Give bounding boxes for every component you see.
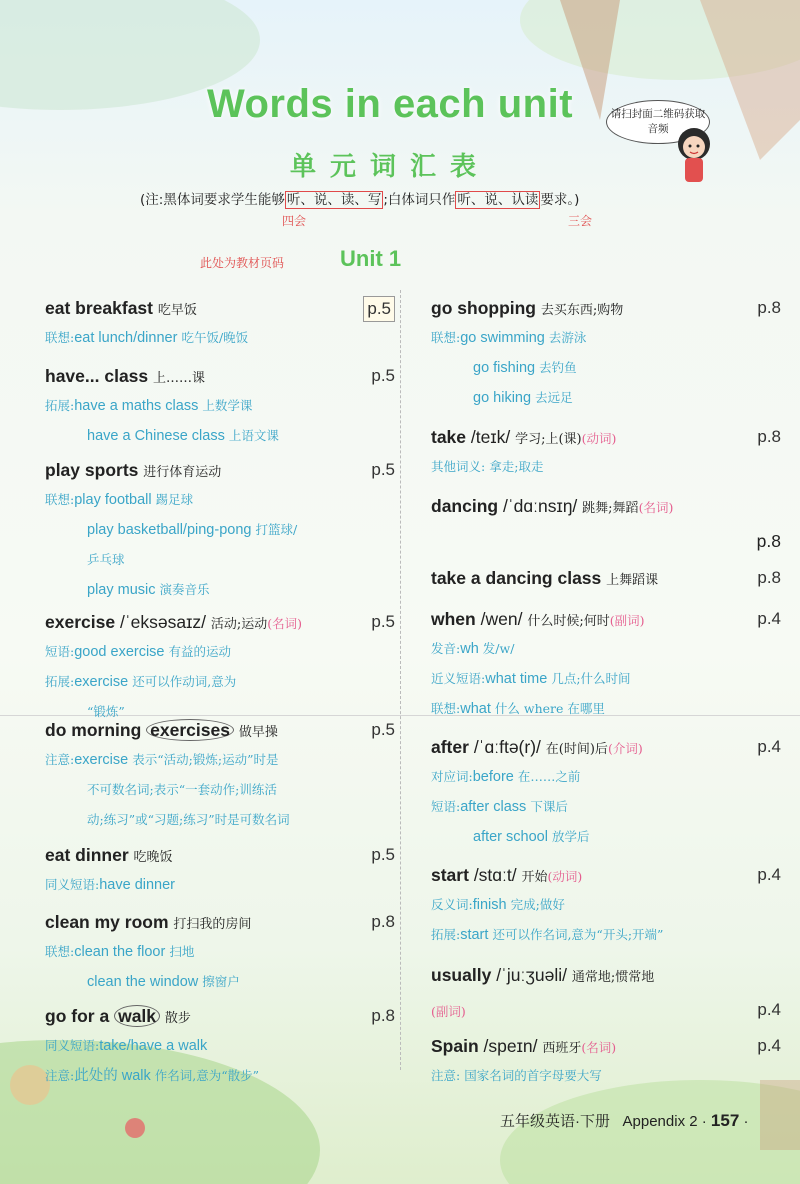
chinese-meaning: 上舞蹈课 xyxy=(606,573,659,588)
headword-text: take a dancing class xyxy=(431,568,602,588)
note-chinese: 扫地 xyxy=(169,944,195,959)
page-reference: p.5 xyxy=(371,612,395,631)
chinese-meaning: 去买东西;购物 xyxy=(540,303,624,318)
note-suffix: 要求。) xyxy=(540,192,580,208)
note-english: what time xyxy=(485,671,548,687)
chinese-meaning: 开始 xyxy=(521,870,548,885)
page-reference: p.8 xyxy=(757,568,781,587)
note-key: 注意: xyxy=(45,752,75,767)
entry-headword xyxy=(431,296,781,323)
entry-note xyxy=(431,664,741,694)
note-chinese: 还可以作动词,意为 xyxy=(132,674,237,689)
page-reference: p.8 xyxy=(371,912,395,931)
entry-note xyxy=(45,667,355,697)
left-entry xyxy=(45,610,395,727)
note-english: go swimming xyxy=(460,330,545,346)
page-reference: p.4 xyxy=(757,1036,781,1055)
entry-headword xyxy=(431,863,781,890)
entry-headword xyxy=(45,718,395,745)
page-reference: p.8 xyxy=(756,531,781,551)
entry-note xyxy=(431,1061,741,1091)
note-english: go fishing xyxy=(473,360,536,376)
note-key: 同义短语: xyxy=(45,1038,100,1053)
headword-text: usually xyxy=(431,965,492,985)
part-of-speech: (动词) xyxy=(547,869,583,884)
right-entry xyxy=(431,425,781,482)
entry-headword xyxy=(45,910,395,937)
note-chinese: 乒乓球 xyxy=(87,552,125,567)
phonetic: /teɪk/ xyxy=(470,427,511,447)
column-divider xyxy=(400,290,401,1070)
note-english: have a maths class xyxy=(74,398,199,414)
note-english: go hiking xyxy=(473,390,532,406)
note-chinese: 擦窗户 xyxy=(202,974,240,989)
page-number-note: 此处为教材页码 xyxy=(200,256,285,270)
entry-note xyxy=(45,515,355,545)
note-english: have a Chinese class xyxy=(87,428,225,444)
note-english: have dinner xyxy=(99,877,175,893)
page-reference: p.4 xyxy=(757,1000,781,1019)
entry-note xyxy=(45,937,355,967)
part-of-speech: (介词) xyxy=(607,741,643,756)
headword-text: exercise xyxy=(45,612,116,632)
entry-headword xyxy=(45,458,395,485)
note-english: take/have a walk xyxy=(99,1038,208,1054)
entry-note xyxy=(45,1031,355,1061)
note-key: 短语: xyxy=(45,644,75,659)
note-prefix: (注:黑体词要求学生能够 xyxy=(140,192,285,208)
note-chinese: 拿走;取走 xyxy=(489,459,544,474)
part-of-speech: (名词) xyxy=(581,1040,617,1055)
left-entry xyxy=(45,910,395,997)
note-english: good exercise xyxy=(74,644,165,660)
note-chinese: 下课后 xyxy=(530,799,568,814)
note-key: 近义短语: xyxy=(431,671,486,686)
right-entry xyxy=(431,735,781,852)
part-of-speech: (动词) xyxy=(581,431,617,446)
part-of-speech: (副词) xyxy=(431,1004,466,1019)
note-english: start xyxy=(460,927,489,943)
entry-headword xyxy=(45,1004,395,1031)
scan-audio-bubble: 请扫封面二维码获取音频 xyxy=(606,100,710,144)
headword-text: play sports xyxy=(45,460,139,480)
chinese-meaning: 学习;上(课) xyxy=(515,432,582,447)
note-key: 拓展: xyxy=(45,674,75,689)
headword-text: clean my room xyxy=(45,912,169,932)
right-entry xyxy=(431,566,781,593)
entry-headword xyxy=(431,425,781,452)
entry-note xyxy=(431,634,741,664)
page-subtitle: 单元词汇表 xyxy=(289,152,490,182)
note-english: exercise xyxy=(74,752,129,768)
note-key: 其他词义: xyxy=(431,459,486,474)
note-key: 联想: xyxy=(45,944,75,959)
left-entry xyxy=(45,458,395,605)
headword-text: dancing xyxy=(431,496,499,516)
right-entry xyxy=(431,607,781,724)
part-of-speech: (副词) xyxy=(609,613,645,628)
entry-headword xyxy=(45,296,391,323)
entry-note xyxy=(45,967,355,997)
chinese-meaning: 吃晚饭 xyxy=(133,850,173,865)
entry-note xyxy=(45,637,355,667)
headword-text: take xyxy=(431,427,467,447)
right-entry xyxy=(431,1034,781,1091)
entry-note xyxy=(45,545,355,575)
note-english: play basketball/ping-pong xyxy=(87,522,252,538)
note-chinese: “锻炼” xyxy=(87,704,125,719)
note-chinese: 去钓鱼 xyxy=(539,360,577,375)
entry-note xyxy=(431,762,741,792)
page-reference: p.5 xyxy=(363,296,395,322)
page-reference: p.8 xyxy=(371,1006,395,1025)
left-entry xyxy=(45,1004,395,1091)
note-bold-requirement: 听、说、读、写 xyxy=(286,192,382,208)
chinese-meaning: 西班牙 xyxy=(542,1041,582,1056)
phonetic: /wen/ xyxy=(480,609,523,629)
page-title: Words in each unit xyxy=(206,82,574,126)
note-chinese: 作名词,意为“散步” xyxy=(154,1068,260,1083)
headword-text: when xyxy=(431,609,476,629)
headword-text: eat dinner xyxy=(45,845,129,865)
entry-note xyxy=(45,1061,355,1091)
note-chinese: 吃午饭/晚饭 xyxy=(181,330,249,345)
note-english: clean the window xyxy=(87,974,199,990)
left-entry xyxy=(45,296,391,353)
pos-row xyxy=(431,998,781,1024)
page-reference: p.4 xyxy=(757,865,781,884)
entry-headword xyxy=(431,735,781,762)
note-light-requirement: 听、说、认读 xyxy=(457,192,539,208)
entry-note xyxy=(45,775,355,805)
note-english: 此处的 walk xyxy=(74,1068,151,1084)
note-chinese: 去远足 xyxy=(535,390,573,405)
left-entry xyxy=(45,718,395,835)
headword-text: go shopping xyxy=(431,298,536,318)
entry-note xyxy=(45,870,355,900)
left-entry xyxy=(45,843,395,900)
note-english: play music xyxy=(87,582,156,598)
note-chinese: 上语文课 xyxy=(228,428,279,443)
headword-text: do morning exercises xyxy=(45,719,234,741)
headword-text: eat breakfast xyxy=(45,298,153,318)
note-key: 联想: xyxy=(431,701,461,716)
entry-note xyxy=(45,575,355,605)
entry-headword xyxy=(45,610,395,637)
note-chinese: 在……之前 xyxy=(517,769,581,784)
page-reference: p.5 xyxy=(371,720,395,739)
note-english: after class xyxy=(460,799,527,815)
footer-page-number: 157 xyxy=(710,1111,740,1130)
entry-note xyxy=(431,822,741,852)
note-chinese: 还可以作名词,意为“开头;开端” xyxy=(492,927,664,942)
circled-word: exercises xyxy=(146,719,234,741)
right-entry xyxy=(431,494,781,553)
note-chinese: 国家名词的首字母要大写 xyxy=(464,1068,602,1083)
note-chinese: 上数学课 xyxy=(202,398,253,413)
entry-note xyxy=(431,383,741,413)
instruction-note xyxy=(140,188,579,208)
note-key: 联想: xyxy=(45,492,75,507)
entry-headword xyxy=(431,1034,781,1061)
headword-text: go for a walk xyxy=(45,1005,160,1027)
entry-note xyxy=(431,353,741,383)
note-chinese: 打篮球/ xyxy=(255,522,298,537)
note-key: 拓展: xyxy=(45,398,75,413)
note-key: 注意: xyxy=(45,1068,75,1083)
phonetic: /stɑːt/ xyxy=(473,865,517,885)
note-mid: ;白体词只作 xyxy=(383,192,456,208)
page-reference: p.8 xyxy=(757,298,781,317)
note-chinese: 什么 where 在哪里 xyxy=(494,701,605,716)
footer-appendix: Appendix 2 xyxy=(622,1113,698,1130)
note-key: 注意: xyxy=(431,1068,461,1083)
note-english: wh xyxy=(460,641,479,657)
circled-word: walk xyxy=(114,1005,160,1027)
chinese-meaning: 打扫我的房间 xyxy=(173,917,252,932)
entry-note xyxy=(45,745,355,775)
unit-heading: Unit 1 xyxy=(340,246,402,271)
note-english: eat lunch/dinner xyxy=(74,330,178,346)
footer-book: 五年级英语·下册 xyxy=(500,1113,610,1130)
label-three-skills: 三会 xyxy=(568,214,593,228)
entry-headword xyxy=(431,494,741,521)
entry-note xyxy=(431,792,741,822)
note-chinese: 踢足球 xyxy=(155,492,194,507)
note-key: 对应词: xyxy=(431,769,473,784)
note-chinese: 演奏音乐 xyxy=(159,582,210,597)
note-chinese: 有益的运动 xyxy=(168,644,232,659)
entry-note xyxy=(431,323,741,353)
chinese-meaning: 通常地;惯常地 xyxy=(571,970,655,985)
part-of-speech: (名词) xyxy=(638,500,674,515)
entry-headword xyxy=(45,364,395,391)
entry-note xyxy=(45,323,355,353)
note-chinese: 表示“活动;锻炼;运动”时是 xyxy=(132,752,279,767)
note-chinese: 发/w/ xyxy=(482,641,515,656)
label-four-skills: 四会 xyxy=(282,214,307,228)
entry-headword xyxy=(45,843,395,870)
note-key: 联想: xyxy=(431,330,461,345)
entry-note xyxy=(45,485,355,515)
phonetic: /speɪn/ xyxy=(483,1036,538,1056)
right-entry xyxy=(431,963,781,1024)
chinese-meaning: 活动;运动 xyxy=(210,617,268,632)
entry-headword xyxy=(431,566,781,593)
entry-note xyxy=(431,920,741,950)
headword-text: after xyxy=(431,737,469,757)
entry-note xyxy=(45,805,355,835)
headword-text: have... class xyxy=(45,366,149,386)
chinese-meaning: 吃早饭 xyxy=(157,303,197,318)
entry-headword xyxy=(431,963,741,990)
right-entry xyxy=(431,296,781,413)
note-english: after school xyxy=(473,829,548,845)
phonetic: /ˈɑːftə(r)/ xyxy=(473,737,541,757)
note-chinese: 几点;什么时间 xyxy=(551,671,631,686)
note-english: what xyxy=(460,701,491,717)
note-chinese: 去游泳 xyxy=(548,330,587,345)
page-reference: p.5 xyxy=(371,845,395,864)
note-english: exercise xyxy=(74,674,129,690)
chinese-meaning: 什么时候;何时 xyxy=(527,614,610,629)
phonetic: /ˈjuːʒuəli/ xyxy=(496,965,567,985)
page-footer: 五年级英语·下册 Appendix 2 · 157 · xyxy=(500,1111,749,1130)
entry-note xyxy=(45,421,355,451)
chinese-meaning: 散步 xyxy=(164,1011,191,1026)
entry-note xyxy=(431,694,741,724)
entry-note xyxy=(45,391,355,421)
note-key: 短语: xyxy=(431,799,461,814)
chinese-meaning: 跳舞;舞蹈 xyxy=(582,501,639,516)
note-key: 反义词: xyxy=(431,897,473,912)
right-entry xyxy=(431,863,781,950)
phonetic: /ˈeksəsaɪz/ xyxy=(119,612,206,632)
page-reference: p.8 xyxy=(757,427,781,446)
page-row xyxy=(431,529,781,553)
note-key: 联想: xyxy=(45,330,75,345)
girl-mascot-icon xyxy=(670,118,718,188)
entry-note xyxy=(431,452,741,482)
page-reference: p.4 xyxy=(757,737,781,756)
entry-note xyxy=(431,890,741,920)
headword-text: Spain xyxy=(431,1036,479,1056)
note-english: clean the floor xyxy=(74,944,166,960)
entry-headword xyxy=(431,607,781,634)
note-english: play football xyxy=(74,492,152,508)
chinese-meaning: 上……课 xyxy=(153,371,206,386)
note-chinese: 动;练习”或“习题;练习”时是可数名词 xyxy=(87,812,290,827)
page-reference: p.5 xyxy=(371,460,395,479)
note-english: before xyxy=(472,769,514,785)
page-reference: p.4 xyxy=(757,609,781,628)
left-entry xyxy=(45,364,395,451)
page-reference: p.5 xyxy=(371,366,395,385)
chinese-meaning: 做早操 xyxy=(238,725,278,740)
phonetic: /ˈdɑːnsɪŋ/ xyxy=(502,496,578,516)
headword-text: start xyxy=(431,865,469,885)
note-key: 同义短语: xyxy=(45,877,100,892)
chinese-meaning: 在(时间)后 xyxy=(545,742,608,757)
note-chinese: 不可数名词;表示“一套动作;训练活 xyxy=(87,782,277,797)
note-chinese: 放学后 xyxy=(552,829,590,844)
note-key: 拓展: xyxy=(431,927,461,942)
part-of-speech: (名词) xyxy=(267,616,302,631)
chinese-meaning: 进行体育运动 xyxy=(143,465,222,480)
note-key: 发音: xyxy=(431,641,461,656)
note-chinese: 完成;做好 xyxy=(510,897,565,912)
note-english: finish xyxy=(472,897,507,913)
